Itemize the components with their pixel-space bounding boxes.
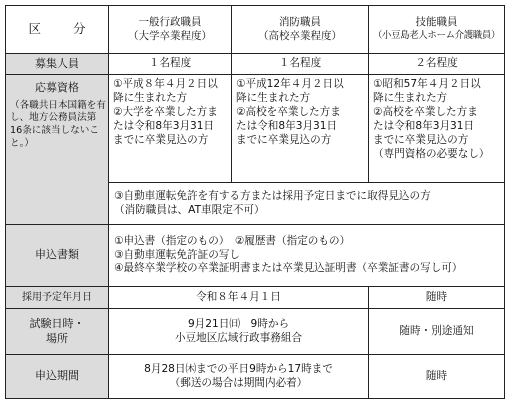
exam-main — [109, 309, 369, 355]
qualification-technical-line: ②高校を卒業した方ま — [373, 105, 478, 118]
qualification-general-line: たは令和8年3月31日 — [113, 119, 215, 132]
exam-main-line: 小豆地区広域行政事務組合 — [174, 331, 303, 344]
header-general-admin-sub: （大学卒業程度） — [128, 29, 212, 42]
qualification-row — [6, 75, 505, 183]
qualification-general — [109, 75, 232, 183]
qualification-fire-line: たは令和8年3月31日 — [236, 119, 338, 132]
documents-line: ④最終卒業学校の卒業証明書または卒業見込証明書（卒業証書の写し可） — [114, 262, 463, 275]
recruitment-table — [5, 5, 505, 399]
qualification-general-line: ②大学を卒業した方ま — [113, 105, 218, 118]
qualification-technical-line: たは令和8年3月31日 — [373, 119, 475, 132]
application-period-main — [109, 355, 369, 399]
hire-date-main: 令和８年４月１日 — [109, 287, 369, 309]
qualification-technical — [369, 75, 505, 183]
recruit-count-general: １名程度 — [109, 54, 232, 75]
qualification-note: （各職共日本国籍を有し、地方公務員法第16条に該当しないこと。） — [10, 99, 106, 150]
header-fire-title: 消防職員 — [279, 15, 321, 28]
documents-list — [109, 225, 505, 287]
header-technical — [369, 6, 505, 54]
qualification-general-line: 降に生まれた方 — [113, 91, 188, 104]
qualification-technical-line: までに卒業見込の方 — [373, 133, 469, 146]
header-fire — [232, 6, 369, 54]
documents-line: ③自動車運転免許証の写し — [114, 248, 241, 261]
exam-label — [6, 309, 109, 355]
header-technical-title: 技能職員 — [415, 16, 458, 29]
recruit-count-label: 募集人員 — [6, 54, 109, 75]
exam-label-line: 場所 — [46, 331, 68, 345]
header-row — [6, 6, 505, 54]
qualification-label: 応募資格 — [35, 81, 79, 94]
recruit-count-technical: ２名程度 — [369, 54, 505, 75]
qualification-common-line: （消防職員は、AT車限定不可） — [114, 203, 265, 216]
qualification-fire-line: ①平成12年４月２日以 — [236, 78, 344, 90]
qualification-technical-line: 降に生まれた方 — [373, 91, 448, 104]
qualification-label-cell — [6, 75, 109, 225]
documents-label: 申込書類 — [6, 225, 109, 287]
qualification-technical-line: ①昭和57年４月２日以 — [373, 78, 481, 90]
recruit-count-fire: １名程度 — [232, 54, 369, 75]
application-period-row — [6, 355, 505, 399]
documents-line: ①申込書（指定のもの） ②履歴書（指定のもの） — [114, 234, 351, 247]
qualification-common — [109, 183, 505, 225]
qualification-common-line: ③自動車運転免許を有する方または採用予定日までに取得見込の方 — [114, 189, 431, 202]
qualification-fire — [232, 75, 369, 183]
header-technical-sub: （小豆島老人ホーム介護職員） — [372, 30, 501, 42]
exam-row — [6, 309, 505, 355]
qualification-fire-line: ②高校を卒業した方ま — [236, 105, 341, 118]
application-period-label: 申込期間 — [6, 355, 109, 399]
kubun-header: 区 分 — [6, 6, 109, 54]
exam-technical: 随時・別途通知 — [369, 309, 505, 355]
exam-label-line: 試験日時・ — [29, 316, 85, 330]
hire-date-row — [6, 287, 505, 309]
application-period-technical: 随時 — [369, 355, 505, 399]
header-general-admin — [109, 6, 232, 54]
hire-date-technical: 随時 — [369, 287, 505, 309]
qualification-general-line: ①平成８年４月２日以 — [113, 78, 218, 90]
application-period-line: 8月28日㈭までの平日9時から17時まで — [144, 362, 333, 375]
documents-row — [6, 225, 505, 287]
header-fire-sub: （高校卒業程度） — [258, 29, 342, 42]
qualification-fire-line: までに卒業見込の方 — [236, 133, 332, 146]
recruit-count-row — [6, 54, 505, 75]
exam-main-line: 9月21日㈰ 9時から — [187, 317, 290, 330]
qualification-general-line: までに卒業見込の方 — [113, 133, 209, 146]
qualification-fire-line: 降に生まれた方 — [236, 91, 311, 104]
header-general-admin-title: 一般行政職員 — [138, 15, 202, 28]
application-period-line: （郵送の場合は期間内必着） — [169, 376, 308, 389]
hire-date-label: 採用予定年月日 — [6, 287, 109, 309]
qualification-technical-line: （専門資格の必要なし） — [373, 147, 490, 160]
